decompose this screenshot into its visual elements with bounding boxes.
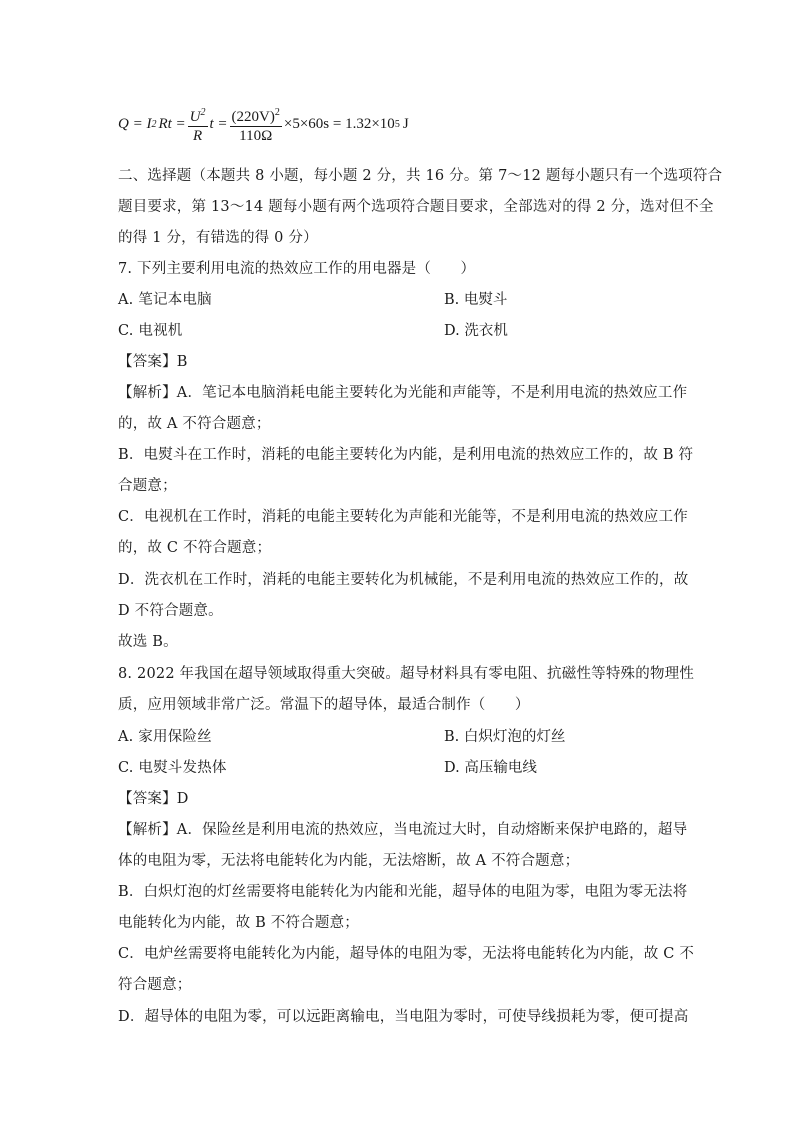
q8-stem-line-1: 8. 2022 年我国在超导领域取得重大突破。超导材料具有零电阻、抗磁性等特殊的物理性 [118, 666, 695, 682]
q7-explanation-line-8: D 不符合题意。 [118, 603, 223, 619]
frac1-num: U [189, 109, 201, 125]
q7-explanation-line-2: 的，故 A 不符合题意； [118, 416, 271, 432]
q7-explanation-line-1: 【解析】A．笔记本电脑消耗电能主要转化为光能和声能等，不是利用电流的热效应工作 [118, 385, 688, 401]
q7-option-c: C. 电视机 [118, 323, 183, 339]
q8-option-c: C. 电熨斗发热体 [118, 760, 227, 776]
q8-explanation-line-2: 体的电阻为零，无法将电能转化为内能，无法熔断，故 A 不符合题意； [118, 853, 580, 869]
joule-heat-formula [118, 104, 409, 145]
formula-unit: J [402, 116, 409, 132]
q7-explanation-line-7: D．洗衣机在工作时，消耗的电能主要转化为机械能，不是利用电流的热效应工作的，故 [118, 572, 689, 588]
q7-explanation-line-3: B．电熨斗在工作时，消耗的电能主要转化为内能，是利用电流的热效应工作的，故 B 符 [118, 447, 694, 463]
q8-option-a: A. 家用保险丝 [118, 729, 212, 745]
q8-option-d: D. 高压输电线 [444, 760, 537, 776]
q7-explanation-line-4: 合题意； [118, 478, 177, 494]
formula-sq: 2 [151, 119, 157, 130]
q7-option-b: B. 电熨斗 [444, 292, 508, 308]
q7-option-a: A. 笔记本电脑 [118, 292, 212, 308]
section-heading-line-3: 的得 1 分，有错选的得 0 分） [118, 230, 318, 246]
formula-tail: ×5×60s = 1.32×10 [283, 116, 395, 132]
fraction-voltage-over-resistance [230, 104, 282, 145]
q8-explanation-line-6: 符合题意； [118, 977, 192, 993]
q7-conclusion: 故选 B。 [118, 634, 178, 650]
q8-option-b: B. 白炽灯泡的灯丝 [444, 729, 566, 745]
section-heading-line-1: 二、选择题（本题共 8 小题，每小题 2 分，共 16 分。第 7～12 题每小题只有一个选项符合 [118, 168, 723, 184]
q8-stem-line-2: 质，应用领域非常广泛。常温下的超导体，最适合制作（ ） [118, 697, 530, 713]
frac2-num-sup: 2 [274, 107, 280, 118]
q8-explanation-line-3: B．白炽灯泡的灯丝需要将电能转化为内能和光能，超导体的电阻为零，电阻为零无法将 [118, 884, 688, 900]
formula-lhs: Q = I [118, 116, 152, 132]
frac1-num-sup: 2 [200, 107, 206, 118]
q8-answer: 【答案】D [118, 791, 189, 807]
formula-rt: Rt = [158, 116, 186, 132]
formula-t-eq: t = [209, 116, 228, 132]
section-heading-line-2: 题目要求，第 13～14 题每小题有两个选项符合题目要求，全部选对的得 2 分，选对但不全 [118, 199, 714, 215]
q7-option-d: D. 洗衣机 [444, 323, 508, 339]
formula-tail-sup: 5 [394, 119, 400, 130]
frac1-den: R [192, 128, 203, 144]
q7-stem: 7. 下列主要利用电流的热效应工作的用电器是（ ） [118, 261, 476, 277]
frac2-num: (220V) [231, 109, 275, 125]
q7-explanation-line-5: C．电视机在工作时，消耗的电能主要转化为声能和光能等，不是利用电流的热效应工作 [118, 509, 688, 525]
frac2-den: 110Ω [239, 128, 273, 144]
q8-explanation-line-7: D．超导体的电阻为零，可以远距离输电，当电阻为零时，可使导线损耗为零，便可提高 [118, 1009, 689, 1025]
q7-answer: 【答案】B [118, 354, 188, 370]
q7-explanation-line-6: 的，故 C 不符合题意； [118, 540, 272, 556]
q8-explanation-line-5: C．电炉丝需要将电能转化为内能，超导体的电阻为零，无法将电能转化为内能，故 C 不 [118, 946, 695, 962]
fraction-u2-over-r [188, 104, 208, 145]
q8-explanation-line-4: 电能转化为内能，故 B 不符合题意； [118, 915, 359, 931]
q8-explanation-line-1: 【解析】A．保险丝是利用电流的热效应，当电流过大时，自动熔断来保护电路的，超导 [118, 822, 688, 838]
